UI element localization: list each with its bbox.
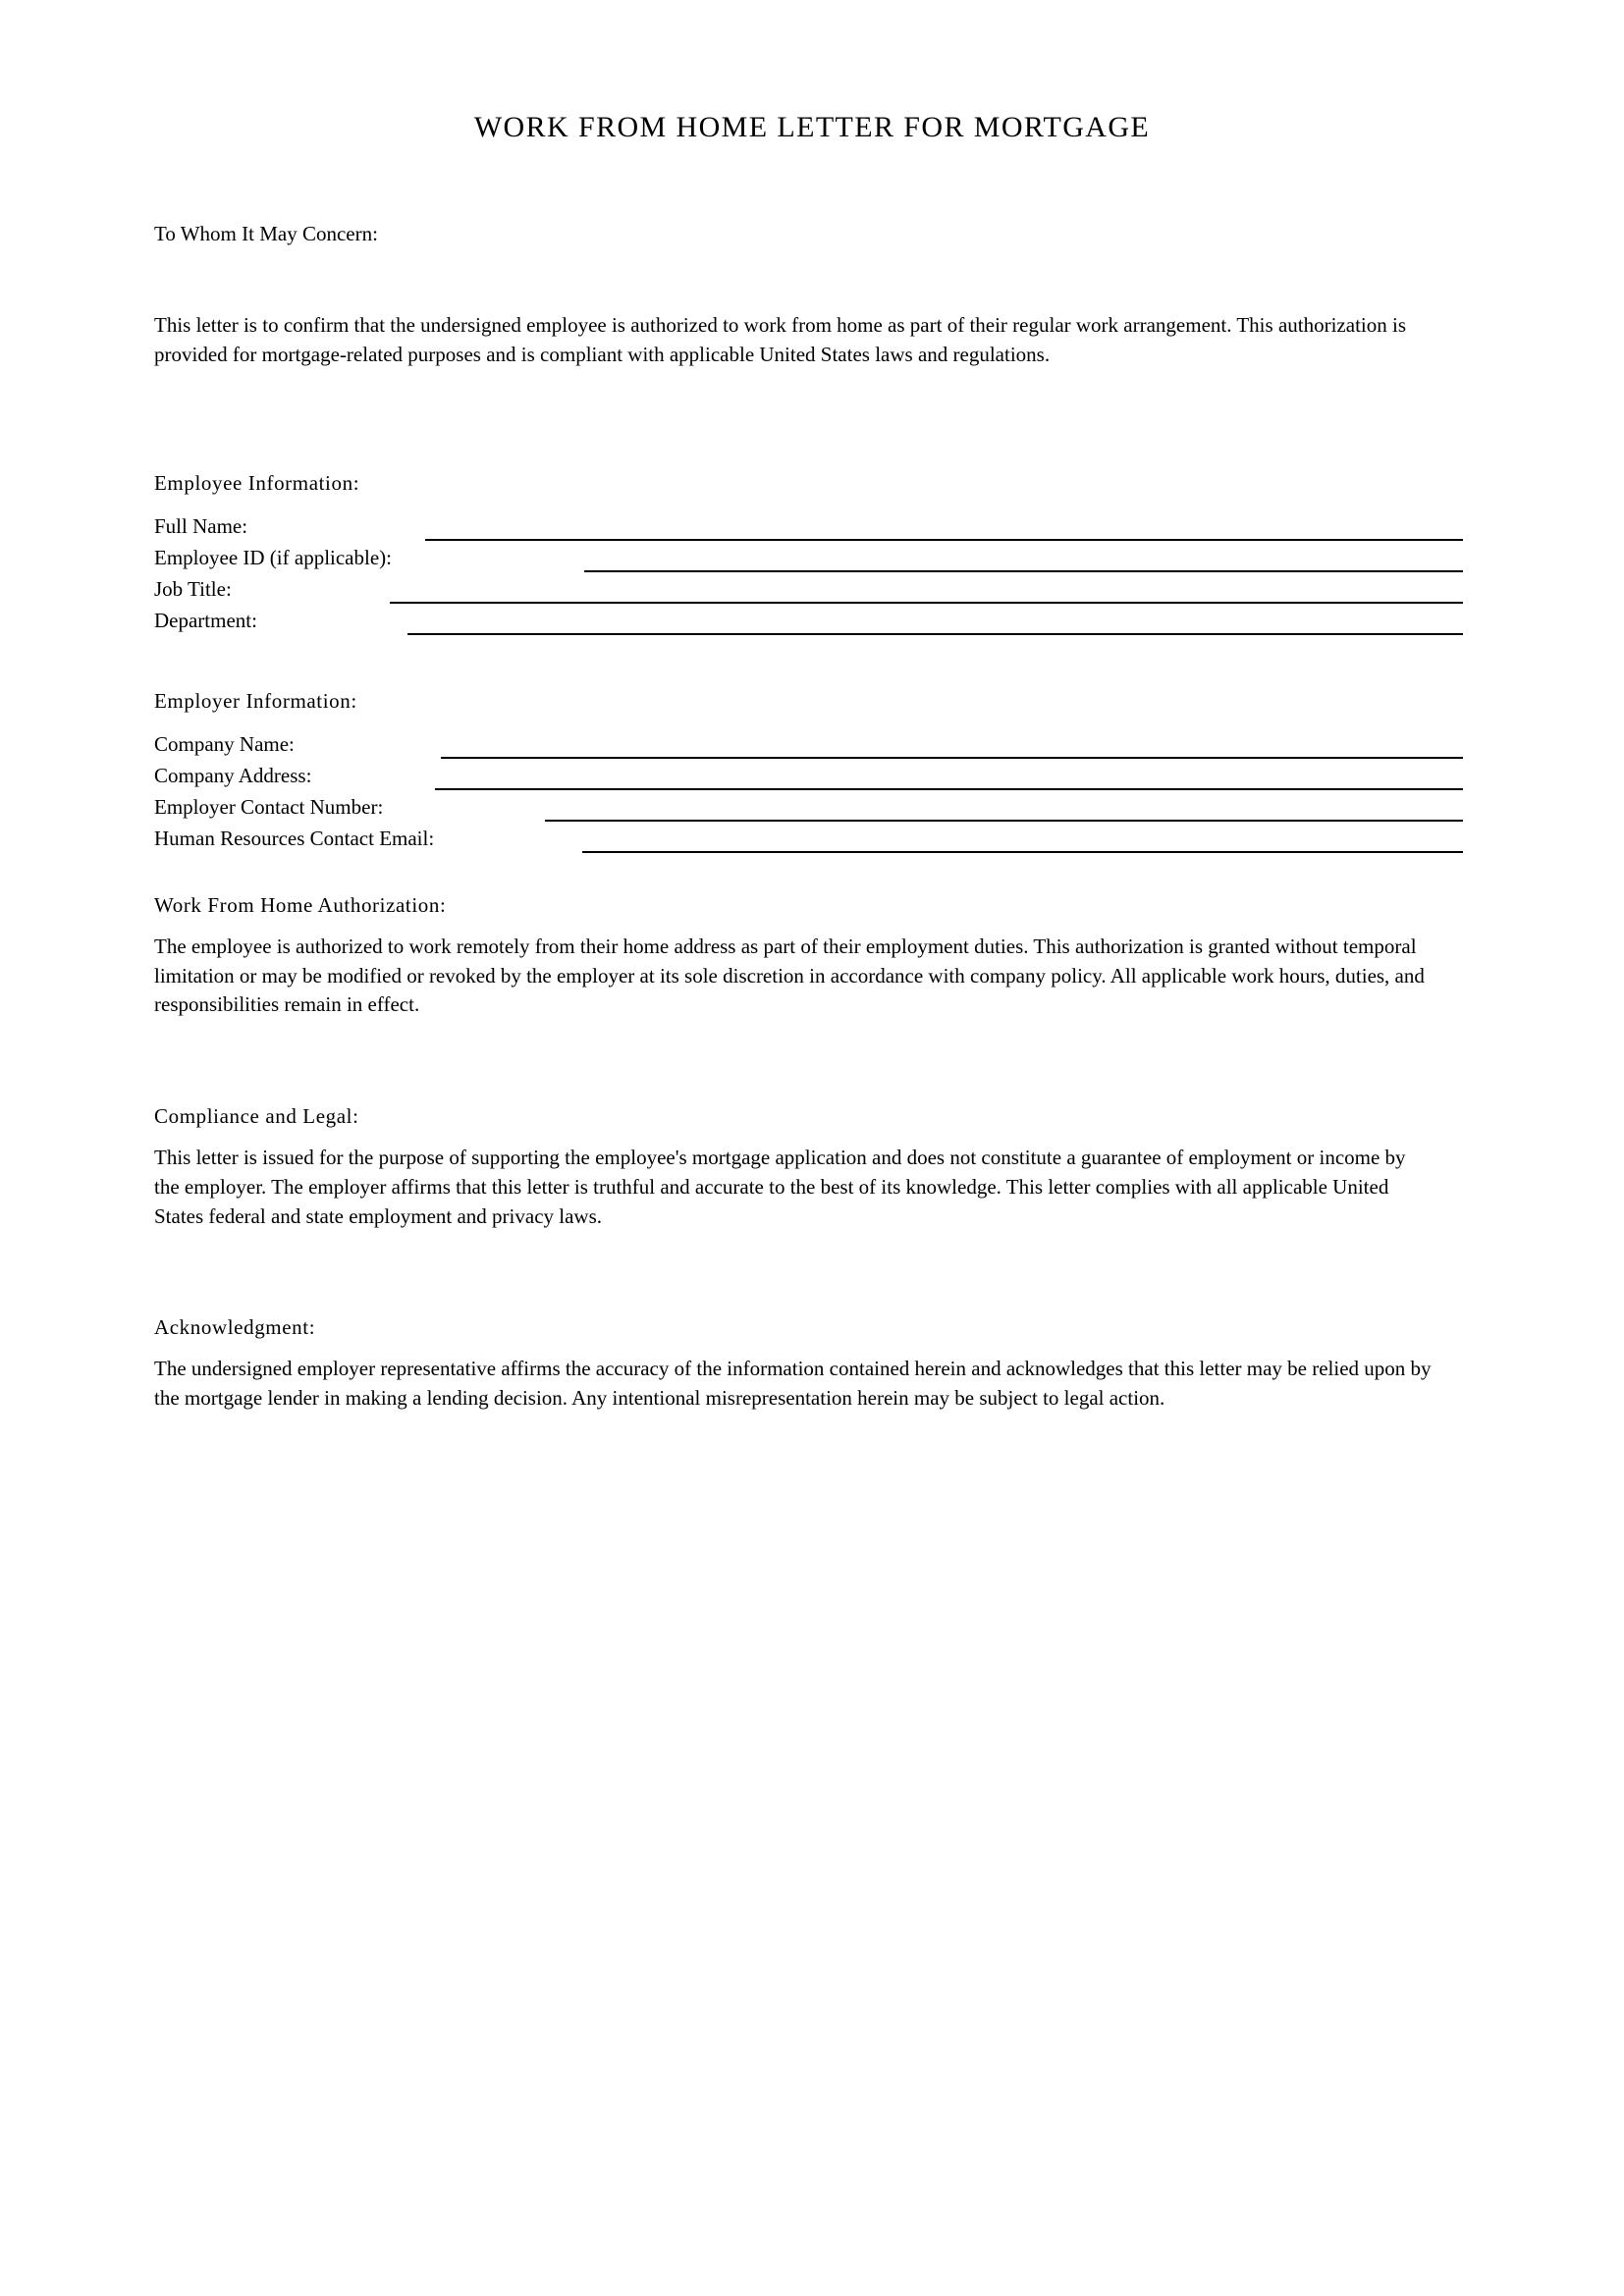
field-input-employer-contact-number[interactable] <box>545 820 1463 822</box>
spacer <box>154 432 1435 469</box>
field-row-employer-contact-number <box>154 791 1435 823</box>
spacer <box>154 369 1435 432</box>
field-row-department <box>154 605 1435 636</box>
spacer <box>154 1231 1435 1294</box>
spacer <box>154 921 1435 933</box>
field-label-employee-id: Employee ID (if applicable): <box>154 546 392 570</box>
field-label-company-name: Company Name: <box>154 731 295 756</box>
spacer <box>154 1132 1435 1144</box>
spacer <box>154 636 1435 687</box>
field-input-job-title[interactable] <box>390 602 1463 604</box>
field-label-hr-contact-email: Human Resources Contact Email: <box>154 826 435 850</box>
field-row-hr-contact-email <box>154 823 1435 854</box>
acknowledgment-heading: Acknowledgment: <box>154 1315 316 1340</box>
field-label-company-address: Company Address: <box>154 763 312 787</box>
employee-information-heading: Employee Information: <box>154 471 360 496</box>
compliance-and-legal-body: This letter is issued for the purpose of supporting the employee's mortgage application and does not constitute a guarantee of employment or income by the employer. The employer affirms that this letter is truthful and accurate to the best of its knowledge. This letter complies with all applicable United States federal and state employment and privacy laws. <box>154 1146 1406 1228</box>
field-row-job-title <box>154 573 1435 605</box>
spacer <box>154 1083 1435 1102</box>
work-from-home-authorization-body: The employee is authorized to work remotely from their home address as part of their employment duties. This authorization is granted without temporal limitation or may be modified or revoked by the employer at its sole discretion in accordance with company policy. All applicable work hours, duties, and responsibilities remain in effect. <box>154 934 1425 1017</box>
field-label-department: Department: <box>154 609 257 633</box>
employer-information-heading: Employer Information: <box>154 689 357 714</box>
compliance-and-legal-heading: Compliance and Legal: <box>154 1104 359 1129</box>
spacer <box>154 854 1435 891</box>
field-row-company-name <box>154 728 1435 760</box>
spacer <box>154 1020 1435 1083</box>
field-row-company-address <box>154 760 1435 791</box>
employee-information-fields <box>154 510 1435 636</box>
acknowledgment-body: The undersigned employer representative affirms the accuracy of the information contained herein and acknowledges that this letter may be relied upon by the mortgage lender in making a lending decision. Any intentional misrepresentation herein may be subject to legal action. <box>154 1357 1432 1411</box>
document-title: WORK FROM HOME LETTER FOR MORTGAGE <box>473 111 1151 143</box>
field-input-hr-contact-email[interactable] <box>582 851 1463 853</box>
field-row-full-name <box>154 510 1435 542</box>
spacer <box>154 1294 1435 1313</box>
spacer <box>154 717 1435 728</box>
field-input-department[interactable] <box>407 633 1463 635</box>
field-input-company-name[interactable] <box>441 757 1463 759</box>
intro-paragraph: This letter is to confirm that the undersigned employee is authorized to work from home as part of their regular work arrangement. This authorization is provided for mortgage-related purposes and is compliant with applicable United States laws and regulations. <box>154 312 1406 366</box>
field-label-employer-contact-number: Employer Contact Number: <box>154 794 384 819</box>
spacer <box>154 1343 1435 1355</box>
spacer <box>154 499 1435 510</box>
field-row-employee-id <box>154 542 1435 573</box>
field-input-employee-id[interactable] <box>584 570 1463 572</box>
employer-information-fields <box>154 728 1435 854</box>
field-input-company-address[interactable] <box>435 788 1463 790</box>
field-label-job-title: Job Title: <box>154 577 232 602</box>
field-input-full-name[interactable] <box>425 539 1463 541</box>
work-from-home-authorization-heading: Work From Home Authorization: <box>154 892 447 917</box>
document-body <box>154 221 1435 1414</box>
spacer <box>154 248 1435 311</box>
field-label-full-name: Full Name: <box>154 514 248 539</box>
salutation: To Whom It May Concern: <box>154 222 378 245</box>
